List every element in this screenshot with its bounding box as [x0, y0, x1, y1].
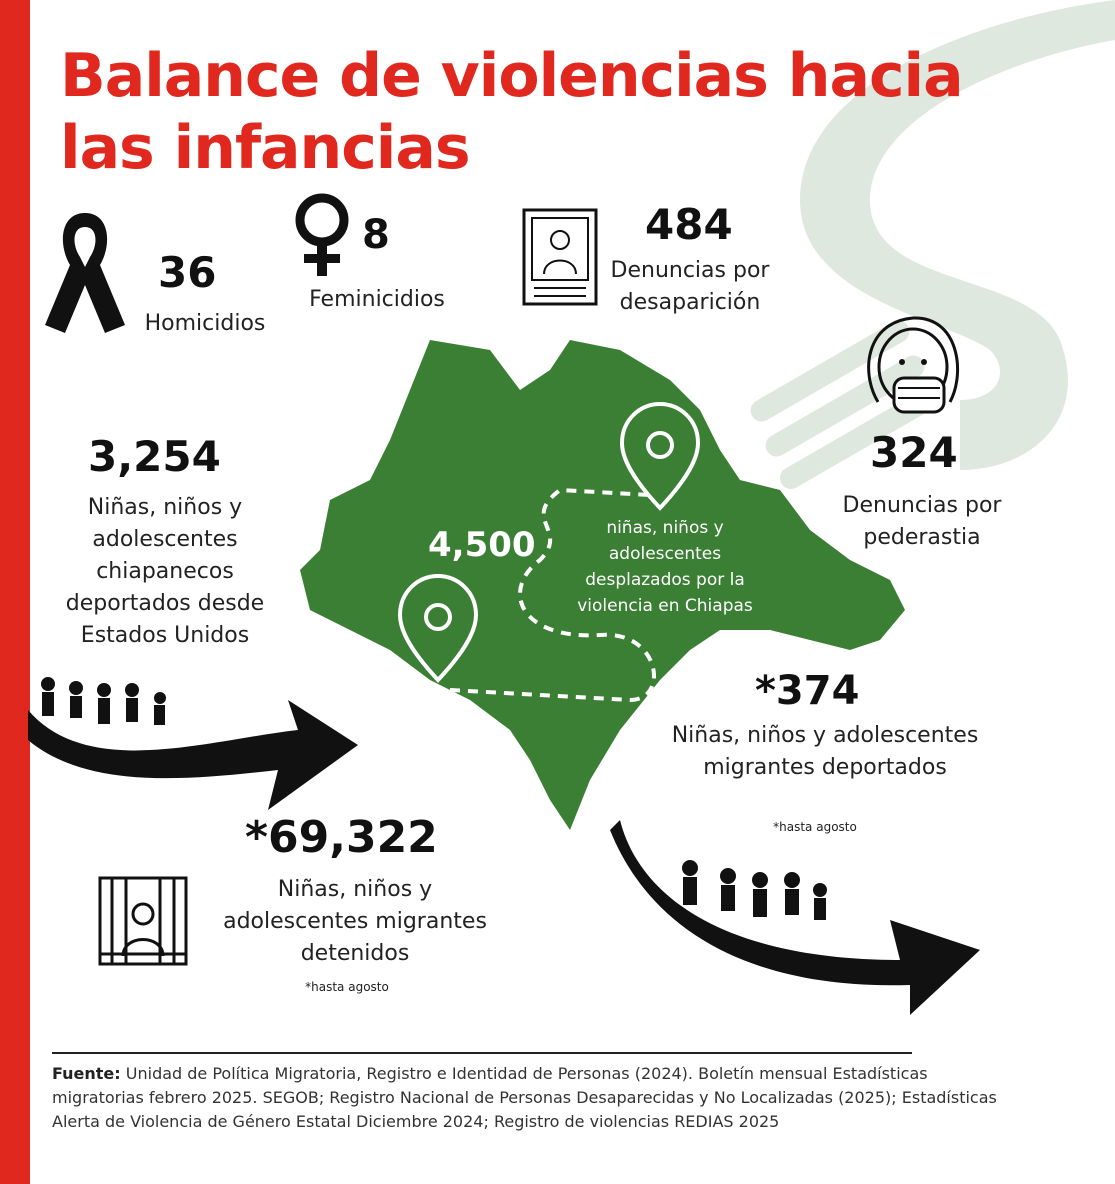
source-body: Unidad de Política Migratoria, Registro e Identidad de Personas (2024). Boletín mensual Estadísticas migratorias febrero 2025. SEGOB; Registro Nacional de Personas Desaparecidas y No Localizadas (2025); Estadísticas Alerta de Violencia de Género Estatal Diciembre 2024; Registro de violencias REDIAS 2025 [52, 1064, 997, 1131]
migrantes-detenidos-value: *69,322 [245, 812, 438, 863]
homicidios-value: 36 [158, 248, 217, 297]
migrantes-detenidos-label: Niñas, niños y adolescentes migrantes detenidos [223, 877, 487, 966]
migrant-group-icon [682, 860, 827, 920]
migrant-group-icon [41, 677, 166, 725]
migration-arrow-right [610, 820, 995, 1020]
migrantes-deportados-value: *374 [755, 668, 860, 714]
feminicidios-label: Feminicidios [309, 287, 445, 312]
desplazados-label: niñas, niños y adolescentes desplazados por la violencia en Chiapas [577, 518, 753, 616]
ribbon-icon [40, 205, 130, 335]
divider [52, 1052, 912, 1054]
homicidios-label: Homicidios [144, 311, 266, 336]
source-label: Fuente: [52, 1064, 121, 1083]
pederastia-value: 324 [870, 428, 958, 477]
deportados-eu-value: 3,254 [88, 432, 221, 481]
jail-icon [98, 876, 188, 966]
missing-poster-icon [522, 208, 598, 306]
feminicidios-value: 8 [362, 212, 390, 258]
pederastia-label: Denuncias por pederastia [842, 493, 1002, 550]
desaparicion-value: 484 [645, 200, 733, 249]
migrantes-detenidos-note: *hasta agosto [305, 980, 389, 994]
migrantes-deportados-label: Niñas, niños y adolescentes migrantes deportados [671, 723, 979, 780]
desplazados-value: 4,500 [428, 525, 536, 565]
source-text [52, 1062, 1002, 1134]
red-side-bar [0, 0, 30, 1184]
migrantes-deportados-note: *hasta agosto [773, 820, 857, 834]
female-symbol-icon [290, 192, 360, 282]
page-title: Balance de violencias hacia las infancias [60, 41, 963, 183]
desaparicion-label: Denuncias por desaparición [610, 258, 770, 315]
deportados-eu-label: Niñas, niños y adolescentes chiapanecos deportados desde Estados Unidos [65, 495, 265, 648]
